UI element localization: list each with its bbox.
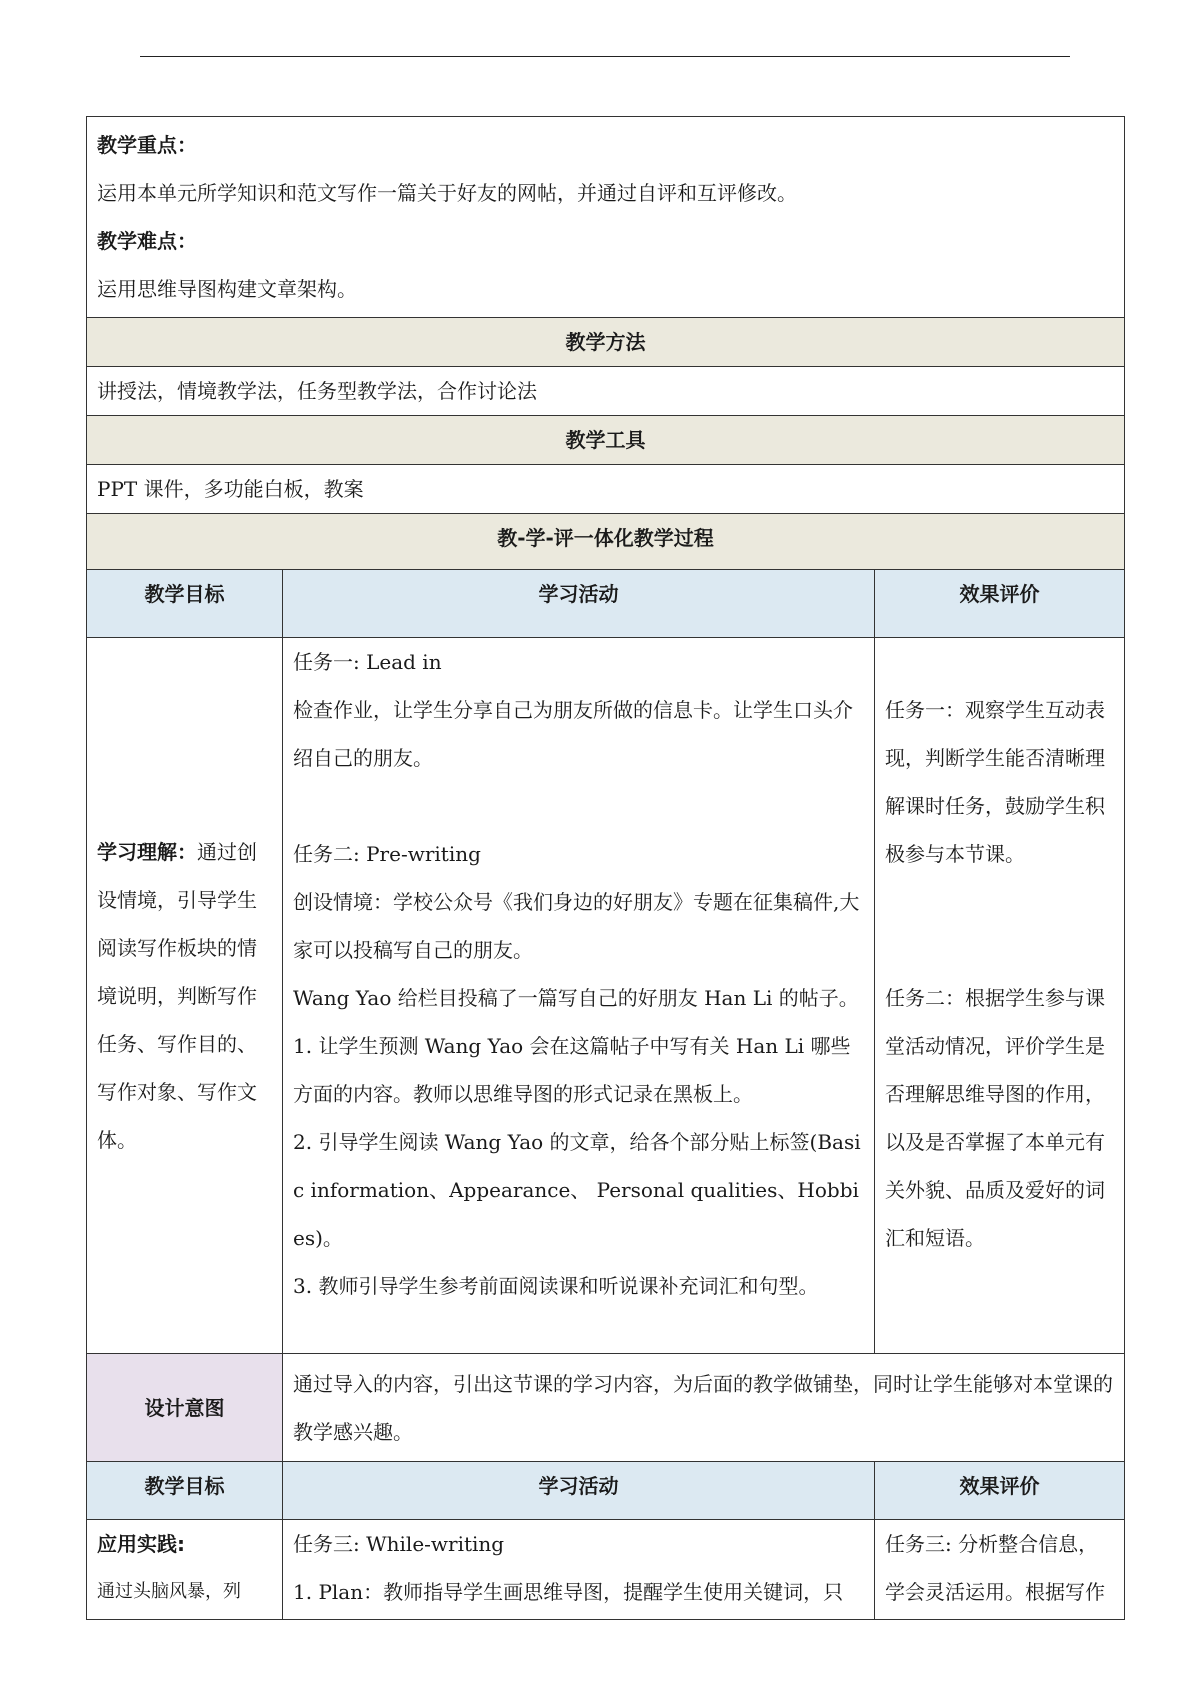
- tools-text: PPT 课件，多功能白板，教案: [87, 465, 1125, 514]
- section2-goal-label: 应用实践:: [97, 1532, 185, 1556]
- difficulty-text: 运用思维导图构建文章架构。: [97, 277, 357, 301]
- column-header-row: [87, 570, 1125, 638]
- eval1-text: 任务一：观察学生互动表现，判断学生能否清晰理解课时任务，鼓励学生积极参与本节课。: [885, 698, 1105, 866]
- task2-step3: 3. 教师引导学生参考前面阅读课和听说课补充词汇和句型。: [293, 1274, 819, 1298]
- design-intent-text: 通过导入的内容，引出这节课的学习内容，为后面的教学做铺垫，同时让学生能够对本堂课的教学感兴趣。: [283, 1354, 1125, 1462]
- task3-step1: 1. Plan：教师指导学生画思维导图，提醒学生使用关键词，只: [293, 1580, 844, 1604]
- section2-evaluation-cell: [875, 1520, 1125, 1620]
- spacer: [885, 638, 1114, 686]
- key-points-text: 运用本单元所学知识和范文写作一篇关于好友的网帖，并通过自评和互评修改。: [97, 181, 797, 205]
- section1-row: [87, 638, 1125, 1354]
- section2-goal-cell: [87, 1520, 283, 1620]
- focus-cell: [87, 117, 1125, 318]
- column-header-evaluation: 效果评价: [875, 570, 1125, 638]
- section1-goal-label: 学习理解：: [97, 839, 197, 864]
- column-header-activity: 学习活动: [283, 570, 875, 638]
- column-header-evaluation: 效果评价: [875, 1462, 1125, 1520]
- section1-goal-cell: [87, 638, 283, 1354]
- column-header-activity: 学习活动: [283, 1462, 875, 1520]
- methods-text: 讲授法，情境教学法，任务型教学法，合作讨论法: [87, 367, 1125, 416]
- task3-title: 任务三: While-writing: [293, 1532, 505, 1556]
- methods-heading-row: [87, 318, 1125, 367]
- section1-evaluation-cell: [875, 638, 1125, 1354]
- methods-heading: 教学方法: [87, 318, 1125, 367]
- tools-row: [87, 465, 1125, 514]
- section2-row: [87, 1520, 1125, 1620]
- methods-row: [87, 367, 1125, 416]
- process-heading-row: [87, 514, 1125, 570]
- design-intent-row: [87, 1354, 1125, 1462]
- difficulty-label: 教学难点：: [97, 229, 197, 253]
- process-heading: 教-学-评一体化教学过程: [87, 514, 1125, 570]
- task1-title: 任务一: Lead in: [293, 650, 442, 674]
- key-points-label: 教学重点：: [97, 133, 197, 157]
- column-header-goal: 教学目标: [87, 570, 283, 638]
- tools-heading-row: [87, 416, 1125, 465]
- eval2-text: 任务二：根据学生参与课堂活动情况，评价学生是否理解思维导图的作用，以及是否掌握了本单元有关外貌、品质及爱好的词汇和短语。: [885, 986, 1105, 1250]
- design-intent-label: 设计意图: [87, 1354, 283, 1462]
- spacer: [885, 878, 1114, 926]
- task2-context: 创设情境：学校公众号《我们身边的好朋友》专题在征集稿件,大家可以投稿写自己的朋友。: [293, 890, 860, 962]
- task1-text: 检查作业，让学生分享自己为朋友所做的信息卡。让学生口头介绍自己的朋友。: [293, 698, 853, 770]
- task2-step1: 1. 让学生预测 Wang Yao 会在这篇帖子中写有关 Han Li 哪些方面的内容。教师以思维导图的形式记录在黑板上。: [293, 1034, 851, 1106]
- header-rule: [140, 56, 1070, 57]
- eval3-text: 任务三: 分析整合信息，学会灵活运用。根据写作: [885, 1532, 1105, 1604]
- section1-activity-cell: [283, 638, 875, 1354]
- column-header-row-2: [87, 1462, 1125, 1520]
- lesson-plan-table: [86, 116, 1125, 1620]
- focus-row: [87, 117, 1125, 318]
- task2-step2: 2. 引导学生阅读 Wang Yao 的文章，给各个部分贴上标签(Basic information、Appearance、 Personal qualities、Hobbies)。: [293, 1130, 861, 1250]
- tools-heading: 教学工具: [87, 416, 1125, 465]
- task2-title: 任务二: Pre-writing: [293, 842, 481, 866]
- spacer: [885, 926, 1114, 974]
- section1-goal-text: 通过创设情境，引导学生阅读写作板块的情境说明，判断写作任务、写作目的、写作对象、写作文体。: [97, 839, 257, 1152]
- section2-activity-cell: [283, 1520, 875, 1620]
- section2-goal-text: 通过头脑风暴，列: [97, 1581, 241, 1602]
- spacer: [293, 782, 864, 830]
- column-header-goal: 教学目标: [87, 1462, 283, 1520]
- task2-post: Wang Yao 给栏目投稿了一篇写自己的好朋友 Han Li 的帖子。: [293, 986, 859, 1010]
